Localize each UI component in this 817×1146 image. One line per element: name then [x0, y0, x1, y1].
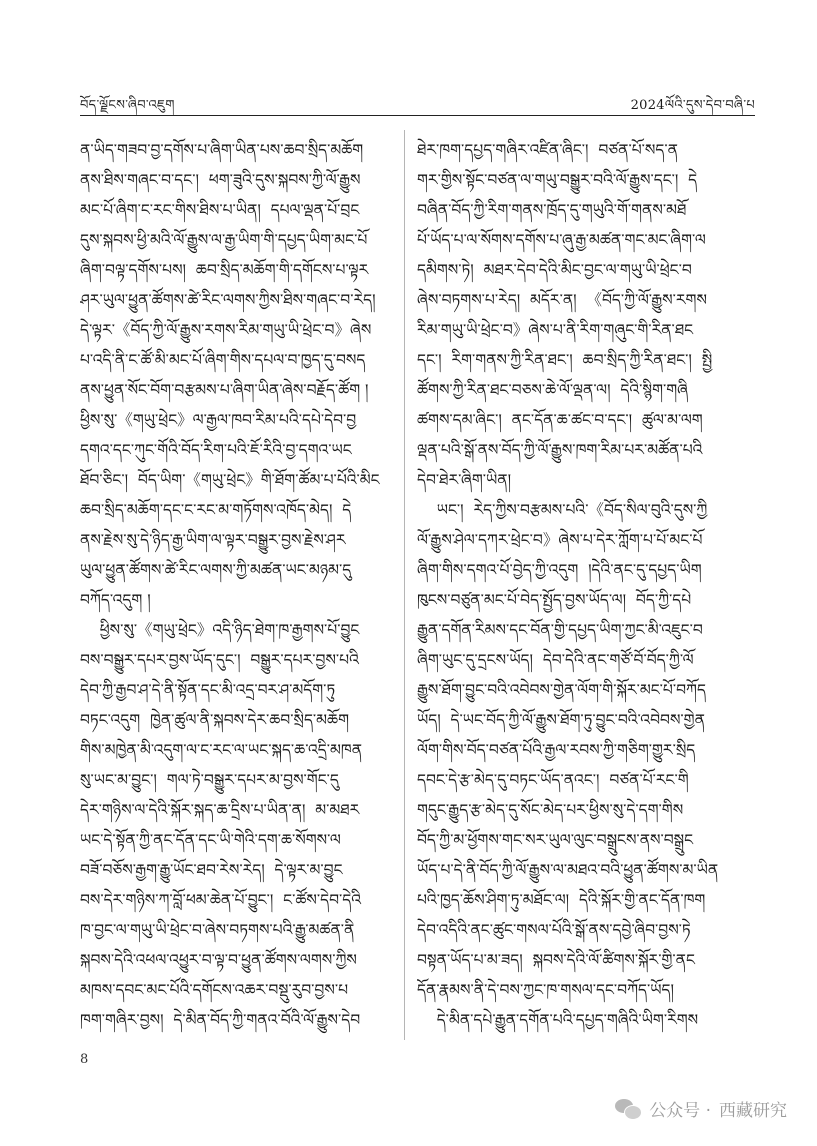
left-column: [80, 135, 400, 1040]
left-column-text: ན་ཡིད་གཟབ་བྱ་དགོས་པ་ཞིག་ཡིན་པས་ཆབ་སྲིད་མཆོག ནས་ཐིས་གཞང་བ་དང་། ཕག་ཟུའི་དུས་སྐབས་ཀྱི་ལོ་རྒྱུས མང་པོ་ཞིག་ང་རང་གིས་ཐིས་པ་ཡིན། དཔལ་ལྡན་པོ་བྲང དུས་སྐབས་ཕྱི་མའི་ལོ་རྒྱུས་ལ་རྒྱ་ཡིག་གི་དཔྱད་ཡིག་མང་པོ ཞིག་བལྟ་དགོས་པས། ཆབ་སྲིད་མཆོག་གི་དགོངས་པ་ལྟར ཤར་ཡུལ་ཕྱུན་ཚོགས་ཚེ་རིང་ལགས་ཀྱིས་ཐིས་གཞང་བ་རེད། དེ་ལྟར་《བོད་ཀྱི་ལོ་རྒྱུས་རགས་རིམ་གཡུ་ཡི་ཕྲེང་བ》ཞེས པ་འདི་ནི་ང་ཚོ་མི་མང་པོ་ཞིག་གིས་དཔལ་བ་ཁྱད་དུ་བསད ནས་ཕྱུན་སོང་བོག་བརྩམས་པ་ཞིག་ཡིན་ཞེས་བརྗོད་ཚོག ། ཕྱིས་སུ་《གཡུ་ཕྲེང》ལ་རྒྱལ་ཁབ་རིམ་པའི་དཔེ་དེབ་བྱ དགའ་དང་ཀུང་གོའི་བོད་རིག་པའི་ཇོ་རིའི་བྱ་དགའ་ཡང ཐོབ་ཅིང་། བོད་ཡིག་《གཡུ་ཕྲེང》གི་ཐོག་ཚོམ་པ་པོའི་མིང ཆབ་སྲིད་མཆོག་དང་ང་རང་མ་གཏོགས་འཁོད་མེད། དེ ནས་རྗེས་སུ་དེ་ཉིད་རྒྱ་ཡིག་ལ་ལྟར་བསྒྱུར་བྱས་རྗེས་ཤར ཡུལ་ཕྱུན་ཚོགས་ཚེ་རིང་ལགས་ཀྱི་མཚན་ཡང་མཉམ་དུ བཀོད་འདུག ། ཕྱིས་སུ་《གཡུ་ཕྲེང》འདི་ཉིད་ཐེག་ཁ་རྒྱགས་པོ་བྱུང བས་བསྒྱུར་དཔར་བྱས་ཡོད་དུང་། བསྒྱུར་དཔར་བྱས་པའི དེབ་ཀྱི་རྒྱབ་ཤ་དེ་ནི་སྟོན་དང་མི་འདྲ་བར་ཤ་མདོག་ཏུ བཏང་འདུག ཁྱེན་ཚུལ་ནི་སྐབས་དེར་ཆབ་སྲིད་མཆོག གིས་མཁྱེན་མི་འདུག་ལ་ང་རང་ལ་ཡང་སྐད་ཆ་འདྲི་མཁན སུ་ཡང་མ་བྱུང་། གལ་ཏེ་བསྒྱུར་དཔར་མ་བྱས་གོང་དུ དེར་གཉིས་ལ་དེའི་སྐོར་སྐད་ཆ་དྲིས་པ་ཡིན་ན། མ་མཐར ཡང་དེ་སྟོན་ཀྱི་ནང་དོན་དང་ཡི་གེའི་དག་ཆ་སོགས་ལ བཟོ་བཅོས་རྒྱག་རྒྱུ་ཡོང་ཐབ་རེས་རེད། དེ་ལྟར་མ་བྱུང བས་དེར་གཉིས་ཀ་བློ་ཕམ་ཆེན་པོ་བྱུང་། ང་ཚོས་དེབ་དེའི ཁ་བྱང་ལ་གཡུ་ཡི་ཕྲེང་བ་ཞེས་བཏགས་པའི་རྒྱུ་མཚན་ནི སྐབས་དེའི་འཕལ་འཕྱུར་བ་ལྟ་བ་ཕྱུན་ཚོགས་ལགས་ཀྱིས མཁས་དབང་མང་པོའི་དགོངས་འཆར་བསྡུ་རུབ་བྱས་པ ཁག་གཞིར་བྱས། དེ་མིན་བོད་ཀྱི་གནའ་བོའི་ལོ་རྒྱུས་དེབ: [80, 141, 380, 1029]
right-column: [417, 135, 737, 1040]
wechat-watermark: [615, 1096, 787, 1121]
header-divider: [80, 115, 755, 116]
issue-label: 2024ལོའི་དུས་དེབ་བཞི་པ: [630, 98, 755, 113]
journal-name: བོད་ལྗོངས་ཞིབ་འཇུག: [80, 98, 175, 113]
column-divider: [404, 130, 405, 1040]
watermark-separator: 公众号 ·: [649, 1101, 711, 1121]
wechat-icon: [615, 1098, 641, 1120]
right-column-text: ཐེར་ཁག་དཔྱད་གཞིར་འཛིན་ཞིང་། བཙན་པོ་སད་ན གར་གྱིས་སྟོང་བཙན་ལ་གཡུ་བསྒྱུར་བའི་ལོ་རྒྱུས་དང་། དེ བཞིན་བོད་ཀྱི་རིག་གནས་ཁྲོད་དུ་གཡུའི་གོ་གནས་མཐོ པོ་ཡོད་པ་ལ་སོགས་དགོས་པ་ཞུ་རྒྱ་མཚན་གང་མང་ཞིག་ལ དམིགས་ཏེ། མཐར་དེབ་དེའི་མིང་བྱང་ལ་གཡུ་ཡི་ཕྲེང་བ ཞེས་བཏགས་པ་རེད། མདོར་ན། 《བོད་ཀྱི་ལོ་རྒྱུས་རགས རིམ་གཡུ་ཡི་ཕྲེང་བ》ཞེས་པ་ནི་རིག་གཞུང་གི་རིན་ཐང དང་། རིག་གནས་ཀྱི་རིན་ཐང་། ཆབ་སྲིད་ཀྱི་རིན་ཐང་། སྤྱི ཚོགས་ཀྱི་རིན་ཐང་བཅས་ཆེ་ལོ་ལྡན་ལ། དེའི་སྙིག་གཞི ཚགས་དམ་ཞིང་། ནང་དོན་ཆ་ཚང་བ་དང་། ཚུལ་མ་ལག ལྡན་པའི་སྒོ་ནས་བོད་ཀྱི་ལོ་རྒྱུས་ཁག་རིམ་པར་མཚོན་པའི དེབ་ཐེར་ཞིག་ཡིན། ཡང་། རེད་ཀྱིས་བརྩམས་པའི་《བོད་སིལ་བུའི་དུས་ཀྱི ལོ་རྒྱུས་ཤེལ་དཀར་ཕྲེང་བ》ཞེས་པ་དེར་ཀློག་པ་པོ་མང་པོ ཞིག་གིས་དགའ་པོ་བྱེད་ཀྱི་འདུག །དེའི་ནང་དུ་དཔྱད་ཡིག ཁུངས་བཙུན་མང་པོ་བེད་སྤྱོད་བྱས་ཡོད་ལ། བོད་ཀྱི་དཔེ རྒྱུན་དགོན་རིམས་དང་བོན་གྱི་དཔྱད་ཡིག་ཀྱང་མི་འཇུང་བ ཞིག་ཡུང་དུ་དྲངས་ཡོད། དེབ་དེའི་ནང་གཙོ་བོ་བོད་ཀྱི་ལོ རྒྱུས་ཐོག་བྱུང་བའི་འབེབས་གྱེན་ལོག་གི་སྐོར་མང་པོ་བཀོད ཡོད། དེ་ཡང་བོད་ཀྱི་ལོ་རྒྱུས་ཐོག་ཏུ་བྱུང་བའི་འབེབས་གྱེན ལོག་གིས་བོད་བཙན་པོའི་རྒྱལ་རབས་ཀྱི་གཅིག་གྱུར་སྲིད དབང་དེ་རྩ་མེད་དུ་བཏང་ཡོད་ནའང་། བཙན་པོ་རང་གི གདུང་རྒྱུད་རྩ་མེད་དུ་སོང་མེད་པར་ཕྱིས་སུ་དེ་དག་གིས བོད་ཀྱི་མ་ཕྱོགས་གང་སར་ཡུལ་ལུང་བསྒྲུངས་ནས་བསྒྲུང ཡོད་པ་དེ་ནི་བོད་ཀྱི་ལོ་རྒྱུས་ལ་མཐའ་བའི་ཕྱུན་ཚོགས་མ་ཡིན པའི་ཁྱད་ཆོས་ཤིག་ཏུ་མཐོང་ལ། དེའི་སྐོར་གྱི་ནང་དོན་ཁག དེབ་འདིའི་ནང་ཚུང་གསལ་པོའི་སྒོ་ནས་དབྱེ་ཞིབ་བྱས་ཏེ བསྟན་ཡོད་པ་མ་ཟད། སྐབས་དེའི་ལོ་ཚིགས་སྐོར་གྱི་ནང དོན་རྣམས་ནི་དེ་བས་ཀྱང་ཁ་གསལ་དང་བཀོད་ཡོད། དེ་མིན་དཔེ་རྒྱུན་དགོན་པའི་དཔྱད་གཞིའི་ཡིག་རིགས: [417, 141, 719, 1029]
page-number: 8: [80, 1052, 89, 1067]
watermark-account: 西藏研究: [719, 1101, 787, 1121]
